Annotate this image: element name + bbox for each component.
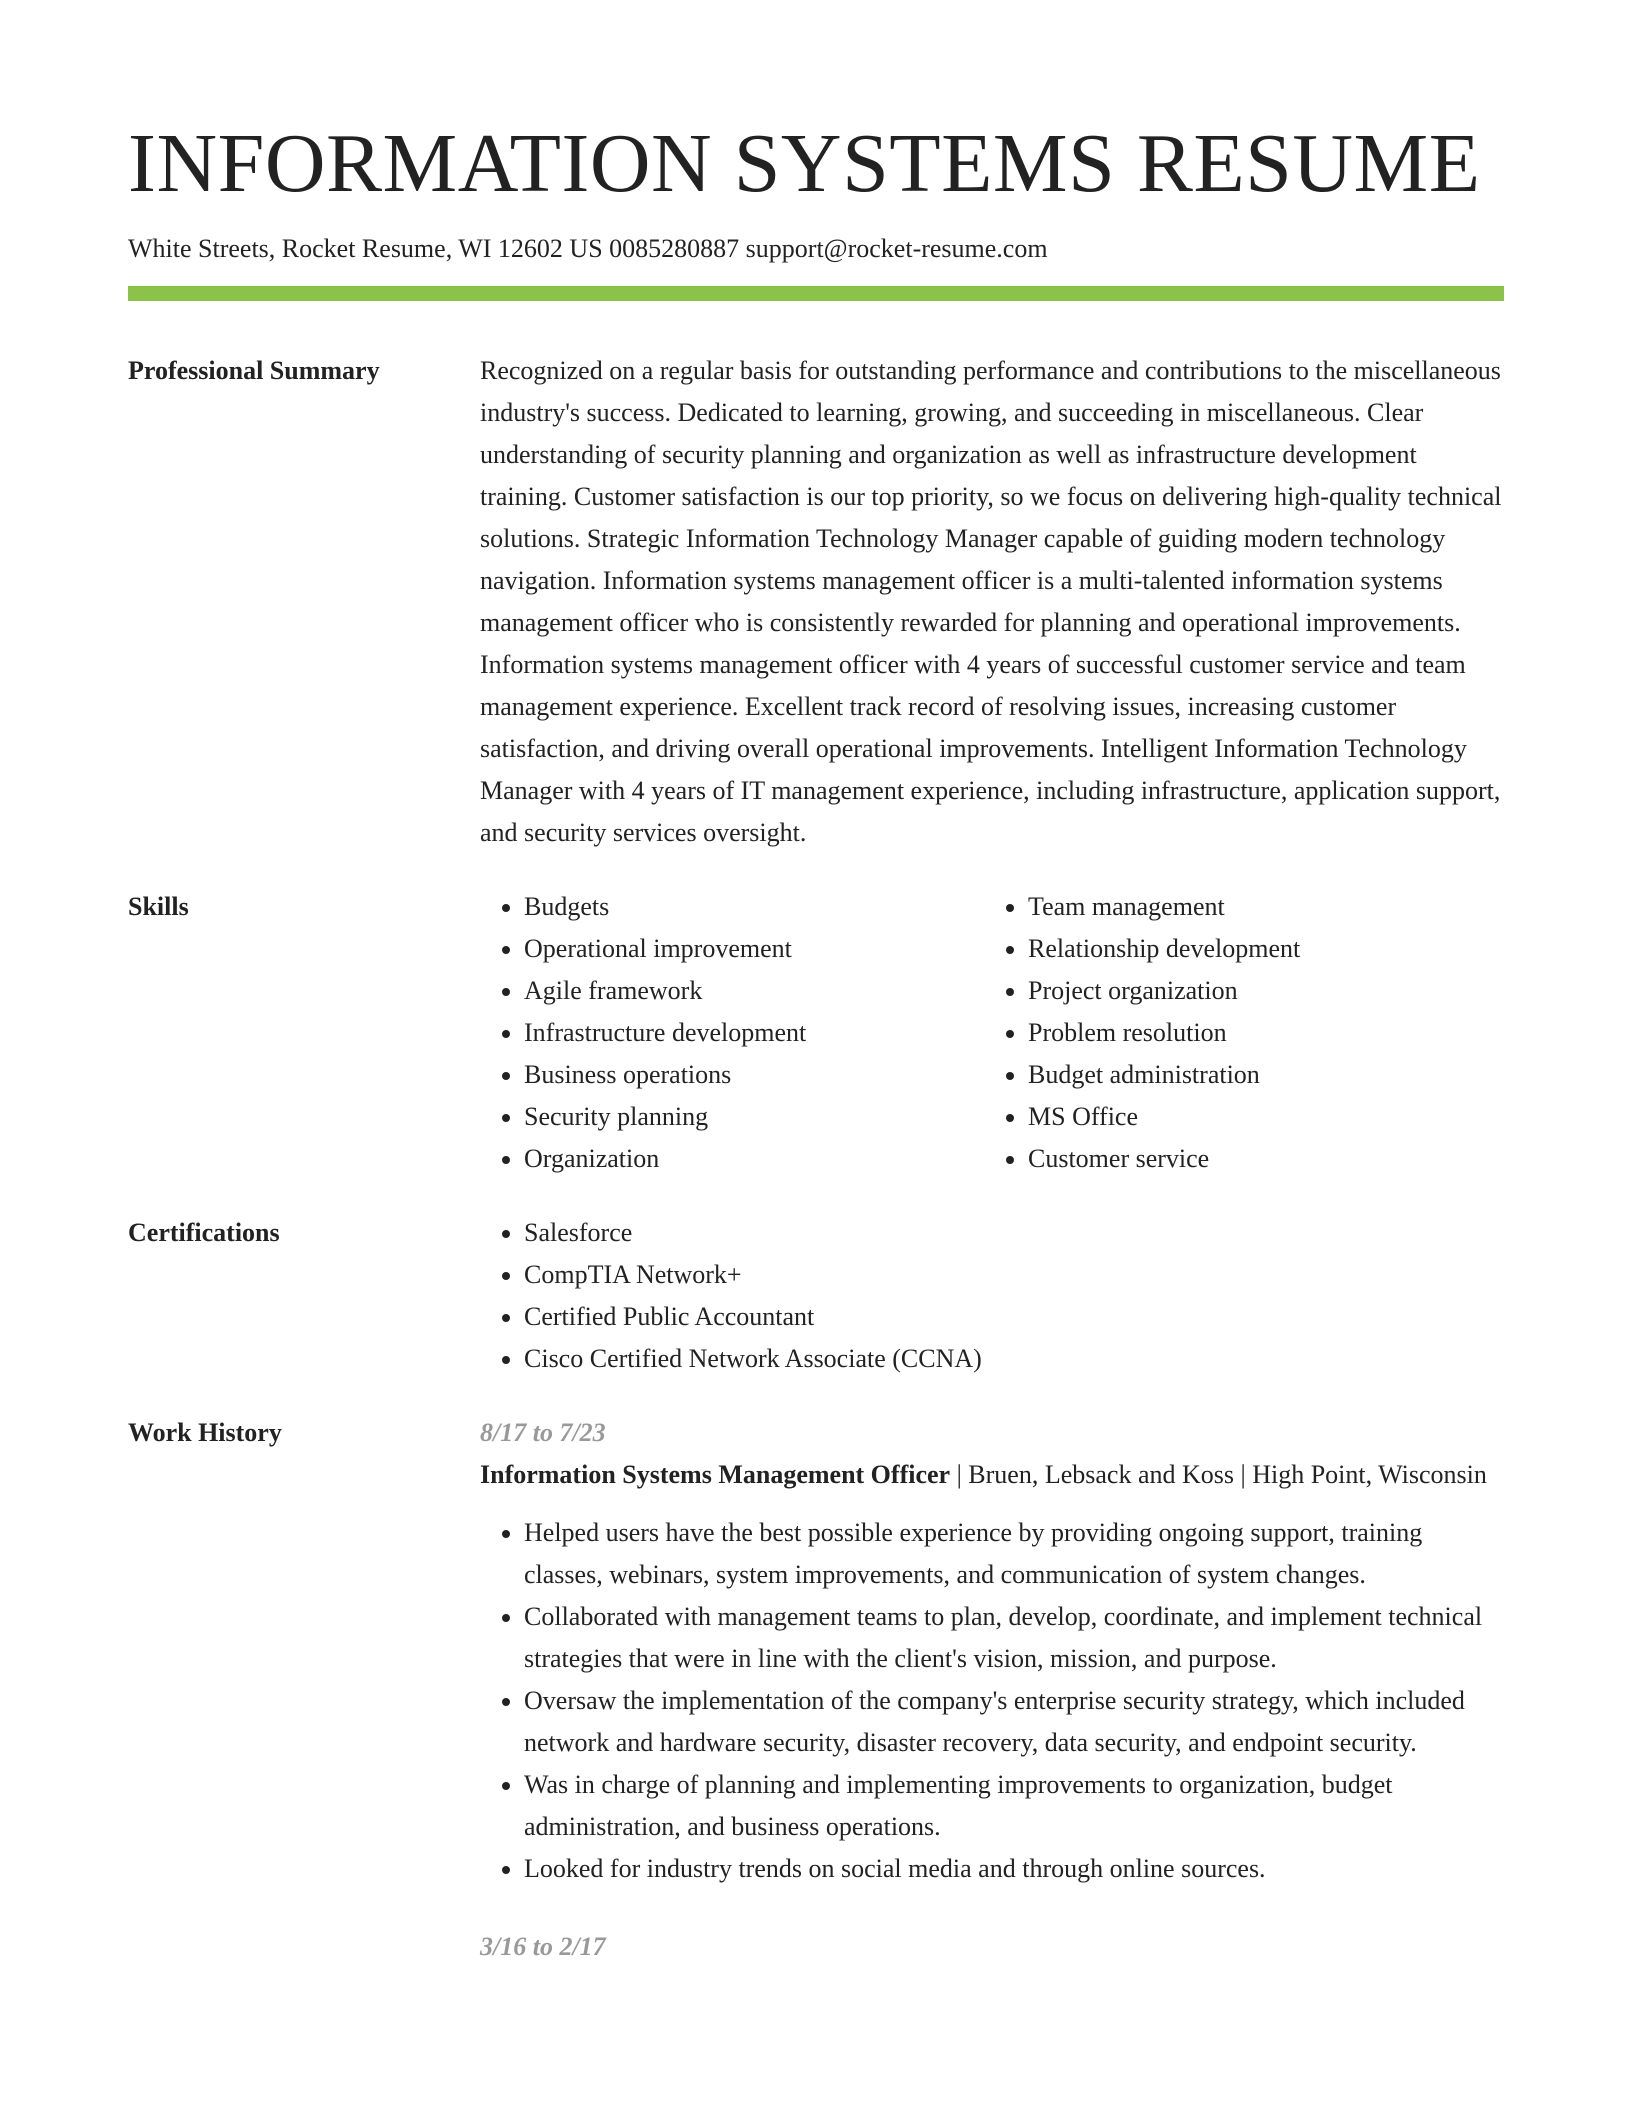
skill-item: • Relationship development	[1028, 928, 1488, 970]
certifications-section	[128, 1212, 1504, 1380]
certifications-body	[480, 1212, 1504, 1380]
job-dates: 8/17 to 7/23	[480, 1418, 606, 1447]
skills-label: Skills	[128, 892, 189, 921]
certifications-list	[480, 1212, 1504, 1380]
job-company-location: | Bruen, Lebsack and Koss | High Point, Wisconsin	[950, 1460, 1487, 1489]
work-history-section	[128, 1412, 1504, 1968]
accent-divider	[128, 286, 1504, 301]
resume-title: INFORMATION SYSTEMS RESUME	[128, 117, 1481, 210]
skill-item: • Budgets	[524, 886, 984, 928]
job-bullet: • Helped users have the best possible experience by providing ongoing support, training classes, webinars, system improvements, and communication of system changes.	[524, 1512, 1504, 1596]
skill-item: • Security planning	[524, 1096, 984, 1138]
work-history-body	[480, 1412, 1504, 1968]
skills-section	[128, 886, 1504, 1180]
skills-grid	[480, 886, 1504, 1180]
summary-text: Recognized on a regular basis for outstanding performance and contributions to the miscellaneous industry's success. Dedicated to learning, growing, and succeeding in miscellaneous. Clear understanding of security planning and organization as well as infrastructure development training. Customer satisfaction is our top priority, so we focus on delivering high-quality technical solutions. Strategic Information Technology Manager capable of guiding modern technology navigation. Information systems management officer is a multi-talented information systems management officer who is consistently rewarded for planning and operational improvements. Information systems management officer with 4 years of successful customer service and team management experience. Excellent track record of resolving issues, increasing customer satisfaction, and driving overall operational improvements. Intelligent Information Technology Manager with 4 years of IT management experience, including infrastructure, application support, and security services oversight.	[480, 356, 1502, 847]
summary-body	[480, 350, 1504, 854]
skill-item: • Business operations	[524, 1054, 984, 1096]
skill-item: • Budget administration	[1028, 1054, 1488, 1096]
skill-item: • MS Office	[1028, 1096, 1488, 1138]
summary-label: Professional Summary	[128, 356, 380, 385]
certification-item: • Salesforce	[524, 1212, 1504, 1254]
skill-item: • Project organization	[1028, 970, 1488, 1012]
certification-item: • CompTIA Network+	[524, 1254, 1504, 1296]
job-dates: 3/16 to 2/17	[480, 1932, 606, 1961]
skill-item: • Problem resolution	[1028, 1012, 1488, 1054]
resume-sections	[128, 350, 1504, 2000]
job-entry	[480, 1412, 1504, 1890]
skill-item: • Team management	[1028, 886, 1488, 928]
skill-item: • Operational improvement	[524, 928, 984, 970]
skill-item: • Customer service	[1028, 1138, 1488, 1180]
job-bullet: • Oversaw the implementation of the company's enterprise security strategy, which included network and hardware security, disaster recovery, data security, and endpoint security.	[524, 1680, 1504, 1764]
contact-line: White Streets, Rocket Resume, WI 12602 US 0085280887 support@rocket-resume.com	[128, 234, 1048, 263]
summary-section	[128, 350, 1504, 854]
job-entry	[480, 1926, 1504, 1968]
job-bullets	[480, 1512, 1504, 1890]
skill-item: • Agile framework	[524, 970, 984, 1012]
certification-item: • Cisco Certified Network Associate (CCNA)	[524, 1338, 1504, 1380]
certifications-label: Certifications	[128, 1218, 280, 1247]
skill-item: • Infrastructure development	[524, 1012, 984, 1054]
job-title: Information Systems Management Officer	[480, 1460, 951, 1489]
skill-item: • Organization	[524, 1138, 984, 1180]
work-history-label: Work History	[128, 1418, 282, 1447]
certification-item: • Certified Public Accountant	[524, 1296, 1504, 1338]
job-bullet: • Looked for industry trends on social media and through online sources.	[524, 1848, 1504, 1890]
skills-list-left	[480, 886, 984, 1180]
job-header	[480, 1454, 1504, 1496]
skills-body	[480, 886, 1504, 1180]
job-bullet: • Was in charge of planning and implementing improvements to organization, budget administration, and business operations.	[524, 1764, 1504, 1848]
job-bullet: • Collaborated with management teams to plan, develop, coordinate, and implement technical strategies that were in line with the client's vision, mission, and purpose.	[524, 1596, 1504, 1680]
skills-list-right	[984, 886, 1488, 1180]
